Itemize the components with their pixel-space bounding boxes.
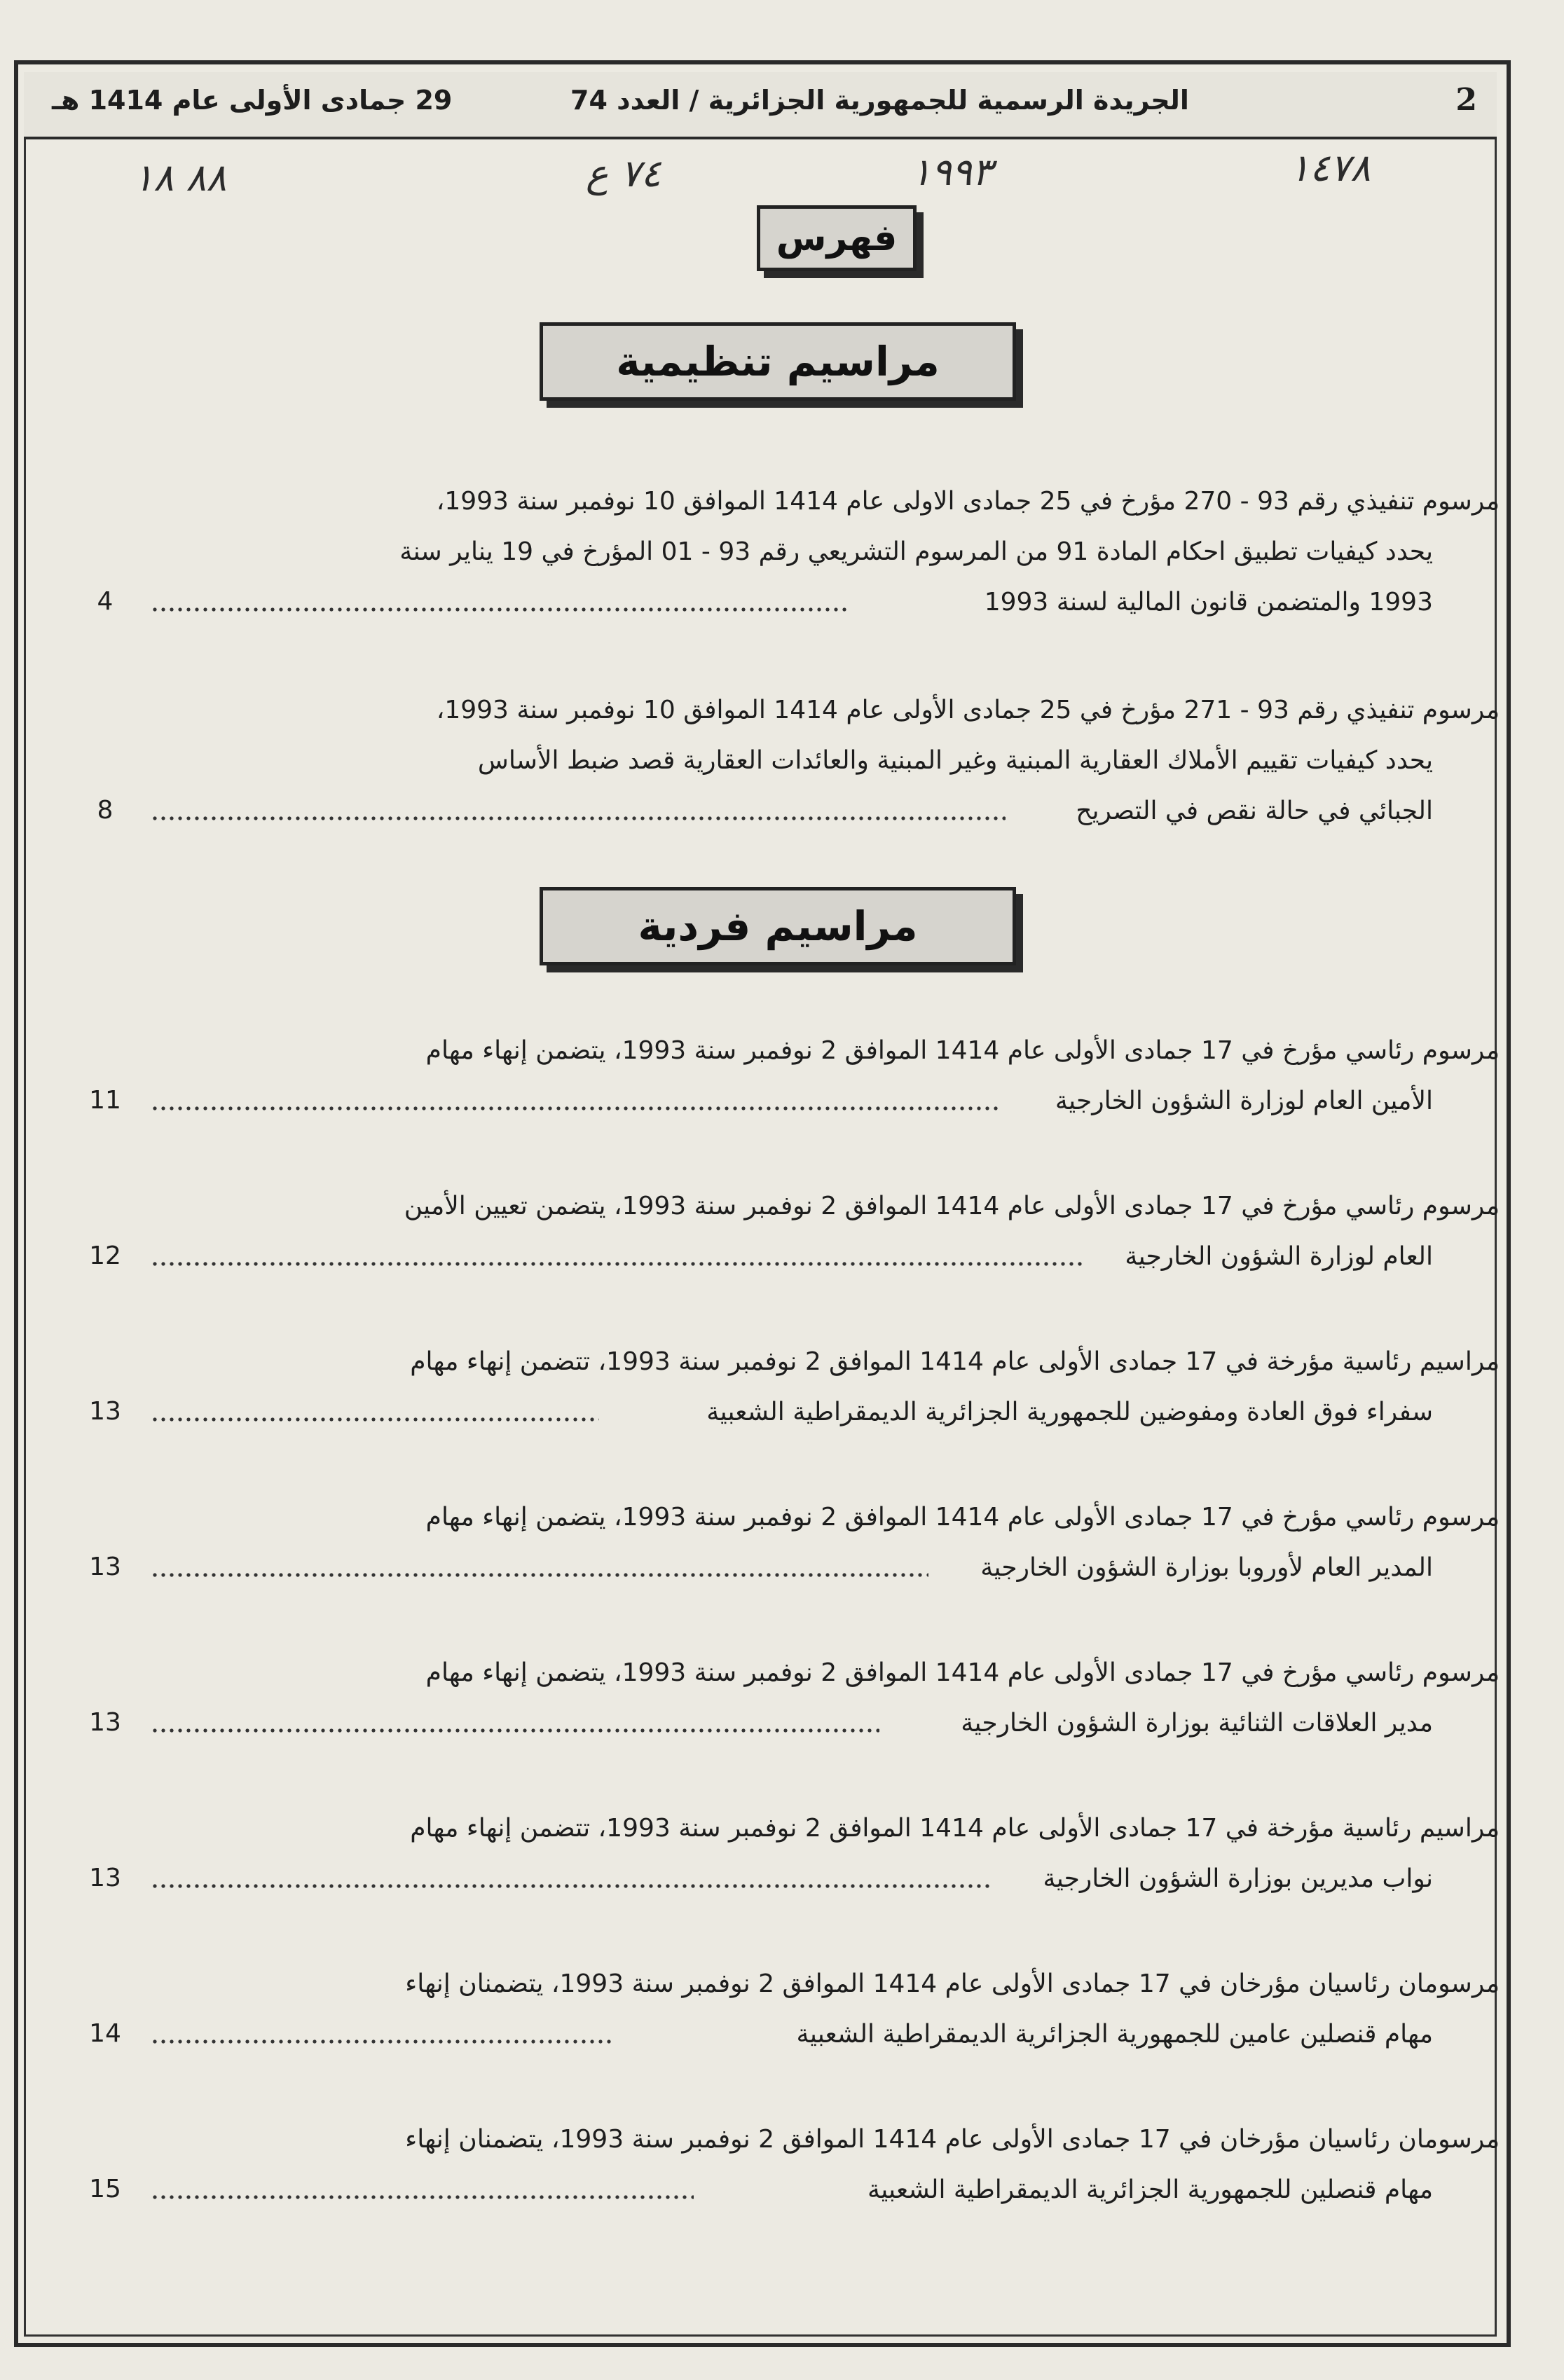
regulatory-decrees-title: مراسيم تنظيمية (540, 322, 1016, 401)
entry-page-number: 13 (89, 1708, 121, 1737)
toc-entry[interactable] (63, 486, 1500, 617)
header-date: 29 جمادى الأولى عام 1414 هـ (52, 85, 453, 116)
dot-leader (151, 1417, 599, 1422)
handwritten-issue: ٧٤ ع (586, 151, 661, 195)
entry-line: المدير العام لأوروبا بوزارة الشؤون الخارجية (980, 1553, 1433, 1582)
entry-page-number: 13 (89, 1553, 121, 1581)
toc-entry[interactable] (63, 695, 1500, 825)
entry-line: يحدد كيفيات تطبيق احكام المادة 91 من المرسوم التشريعي رقم 93 - 01 المؤرخ في 19 يناير سنة (399, 537, 1433, 566)
header-page-number: 2 (1455, 82, 1477, 118)
individual-decrees-title: مراسيم فردية (540, 887, 1016, 965)
entry-line: الجبائي في حالة نقص في التصريح (1076, 797, 1433, 825)
entry-page-number: 12 (89, 1241, 121, 1270)
handwritten-note-left: ٨٨ ١٨ (133, 156, 227, 200)
entry-page-number: 13 (89, 1397, 121, 1426)
entry-line: يحدد كيفيات تقييم الأملاك العقارية المبنية وغير المبنية والعائدات العقارية قصد ضبط الأساس (477, 746, 1433, 775)
dot-leader (151, 1106, 999, 1111)
entry-line: نواب مديرين بوزارة الشؤون الخارجية (1043, 1864, 1433, 1893)
entry-line: 1993 والمتضمن قانون المالية لسنة 1993 (984, 588, 1433, 617)
entry-line: مرسوم رئاسي مؤرخ في 17 جمادى الأولى عام 1414 الموافق 2 نوفمبر سنة 1993، يتضمن إنهاء مهام (425, 1658, 1500, 1687)
entry-line: مراسيم رئاسية مؤرخة في 17 جمادى الأولى عام 1414 الموافق 2 نوفمبر سنة 1993، تتضمن إنهاء مهام (410, 1814, 1500, 1843)
entry-line: مهام قنصلين عامين للجمهورية الجزائرية الديمقراطية الشعبية (796, 2020, 1433, 2049)
entry-page-number: 15 (89, 2175, 121, 2203)
toc-entry[interactable] (63, 1813, 1500, 1932)
toc-entry[interactable] (63, 1658, 1500, 1777)
dot-leader (151, 1883, 992, 1889)
entry-line: مهام قنصلين للجمهورية الجزائرية الديمقراطية الشعبية (867, 2175, 1433, 2204)
entry-page-number: 14 (89, 2019, 121, 2048)
entry-page-number: 8 (97, 796, 114, 825)
toc-entry[interactable] (63, 2124, 1500, 2243)
entry-page-number: 13 (89, 1864, 121, 1892)
page-header (24, 72, 1497, 139)
dot-leader (151, 1261, 1083, 1267)
entry-line: العام لوزارة الشؤون الخارجية (1125, 1242, 1433, 1271)
dot-leader (151, 607, 848, 612)
entry-page-number: 11 (89, 1086, 121, 1115)
toc-entry[interactable] (63, 1347, 1500, 1466)
entry-line: مراسيم رئاسية مؤرخة في 17 جمادى الأولى عام 1414 الموافق 2 نوفمبر سنة 1993، تتضمن إنهاء مهام (410, 1347, 1500, 1376)
dot-leader (151, 2039, 613, 2044)
toc-entry[interactable] (63, 1036, 1500, 1155)
handwritten-year: ١٩٩٣ (911, 150, 993, 194)
dot-leader (151, 1572, 928, 1578)
handwritten-note-right: ١٤٧٨ (1289, 146, 1371, 190)
entry-line: مرسوم تنفيذي رقم 93 - 271 مؤرخ في 25 جمادى الأولى عام 1414 الموافق 10 نوفمبر سنة 1993، (436, 696, 1500, 724)
entry-line: مرسوم رئاسي مؤرخ في 17 جمادى الأولى عام 1414 الموافق 2 نوفمبر سنة 1993، يتضمن إنهاء مهام (425, 1503, 1500, 1532)
dot-leader (151, 816, 1006, 821)
entry-line: مدير العلاقات الثنائية بوزارة الشؤون الخارجية (961, 1709, 1433, 1738)
dot-leader (151, 1728, 879, 1733)
index-title: فهرس (757, 205, 917, 271)
entry-line: مرسوم رئاسي مؤرخ في 17 جمادى الأولى عام 1414 الموافق 2 نوفمبر سنة 1993، يتضمن إنهاء مهام (425, 1036, 1500, 1065)
entry-page-number: 4 (97, 587, 114, 616)
header-title: الجريدة الرسمية للجمهورية الجزائرية / العدد 74 (570, 85, 1189, 116)
entry-line: مرسوم تنفيذي رقم 93 - 270 مؤرخ في 25 جمادى الاولى عام 1414 الموافق 10 نوفمبر سنة 1993، (436, 487, 1500, 516)
entry-line: مرسوم رئاسي مؤرخ في 17 جمادى الأولى عام 1414 الموافق 2 نوفمبر سنة 1993، يتضمن تعيين الأمين (404, 1192, 1500, 1220)
entry-line: مرسومان رئاسيان مؤرخان في 17 جمادى الأولى عام 1414 الموافق 2 نوفمبر سنة 1993، يتضمنان إنهاء (405, 2125, 1500, 2154)
toc-entry[interactable] (63, 1502, 1500, 1621)
entry-line: الأمين العام لوزارة الشؤون الخارجية (1055, 1087, 1433, 1115)
entry-line: مرسومان رئاسيان مؤرخان في 17 جمادى الأولى عام 1414 الموافق 2 نوفمبر سنة 1993، يتضمنان إنهاء (405, 1969, 1500, 1998)
entry-line: سفراء فوق العادة ومفوضين للجمهورية الجزائرية الديمقراطية الشعبية (706, 1398, 1433, 1426)
dot-leader (151, 2194, 694, 2200)
toc-entry[interactable] (63, 1191, 1500, 1310)
toc-entry[interactable] (63, 1969, 1500, 2088)
